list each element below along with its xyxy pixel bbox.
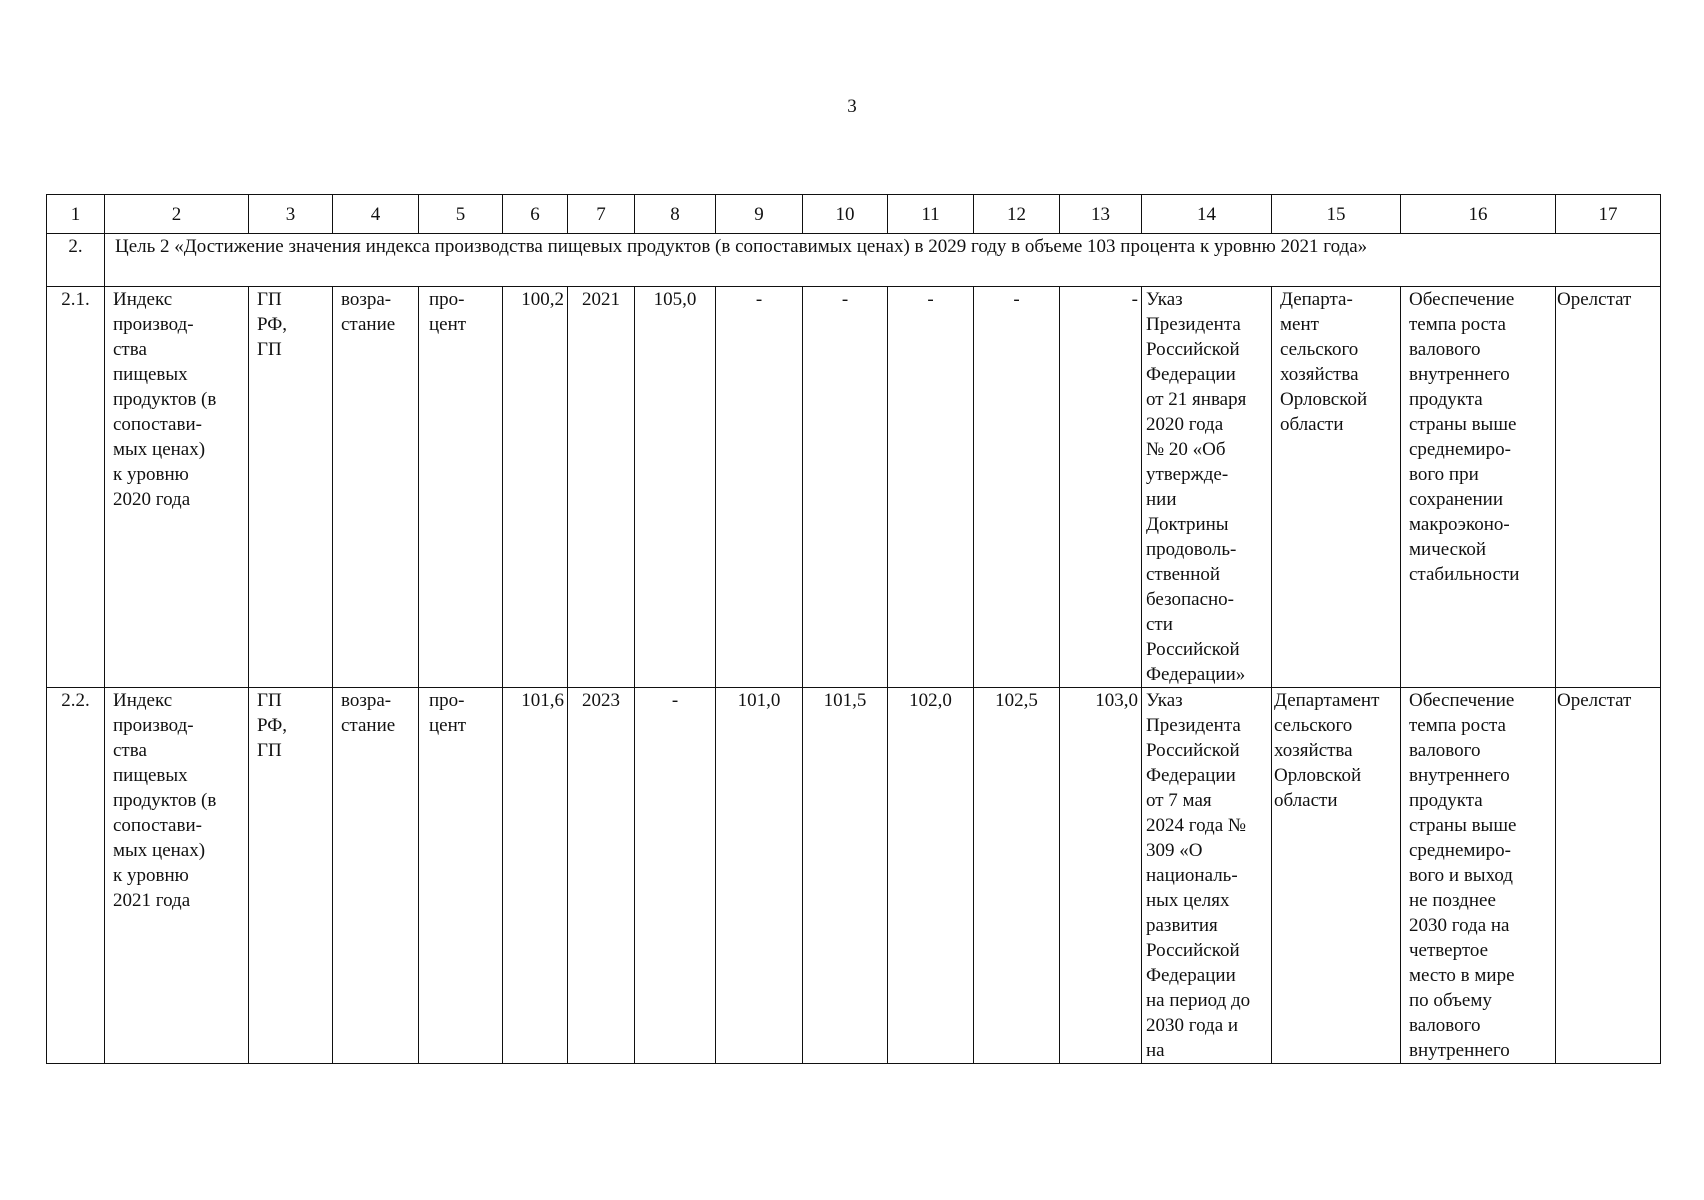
indicator-unit: про- цент [419, 688, 503, 1064]
indicator-name: Индекс производ- ства пищевых продуктов (в сопостави- мых ценах) к уровню 2021 года [105, 688, 249, 1064]
value-col-12: - [974, 287, 1060, 688]
indicator-direction: возра- стание [333, 688, 419, 1064]
legal-document: Указ Президента Российской Федерации от 7 мая 2024 года № 309 «О националь- ных целях развития Российской Федерации на период до 2030 года и на [1142, 688, 1272, 1064]
indicator-direction: возра- стание [333, 287, 419, 688]
goal-text-cell [105, 234, 1661, 287]
responsible-body: Департамент сельского хозяйства Орловской области [1272, 688, 1401, 1064]
goal-row [47, 234, 1661, 287]
indicators-table [46, 194, 1661, 1064]
value-col-11: - [888, 287, 974, 688]
base-value: 100,2 [503, 287, 568, 688]
value-col-10: 101,5 [803, 688, 888, 1064]
goal-text: Цель 2 «Достижение значения индекса производства пищевых продуктов (в сопоставимых ценах) в 2029 году в объеме 103 процента к уровню 2021 года» [115, 236, 1368, 257]
value-col-12: 102,5 [974, 688, 1060, 1064]
page-number: 3 [847, 96, 857, 117]
indicator-unit: про- цент [419, 287, 503, 688]
indicator-name: Индекс производ- ства пищевых продуктов (в сопостави- мых ценах) к уровню 2020 года [105, 287, 249, 688]
information-system: Орелстат [1556, 287, 1661, 688]
base-year: 2023 [568, 688, 635, 1064]
row-number: 2.1. [47, 287, 105, 688]
value-col-8: 105,0 [635, 287, 716, 688]
value-col-13: - [1060, 287, 1142, 688]
header-cell: 9 [716, 195, 803, 234]
header-cell: 15 [1272, 195, 1401, 234]
value-col-9: - [716, 287, 803, 688]
header-cell: 7 [568, 195, 635, 234]
table-row [47, 688, 1661, 1064]
value-col-11: 102,0 [888, 688, 974, 1064]
national-goal-link: Обеспечение темпа роста валового внутреннего продукта страны выше среднемиро- вого при сохранении макроэконо- мической стабильности [1401, 287, 1556, 688]
value-col-9: 101,0 [716, 688, 803, 1064]
base-year: 2021 [568, 287, 635, 688]
header-cell: 12 [974, 195, 1060, 234]
header-cell: 2 [105, 195, 249, 234]
legal-document: Указ Президента Российской Федерации от 21 января 2020 года № 20 «Об утвержде- нии Доктрины продоволь- ственной безопасно- сти Российской Федерации» [1142, 287, 1272, 688]
table-row [47, 287, 1661, 688]
header-cell: 5 [419, 195, 503, 234]
header-cell: 17 [1556, 195, 1661, 234]
value-col-10: - [803, 287, 888, 688]
header-cell: 14 [1142, 195, 1272, 234]
header-cell: 11 [888, 195, 974, 234]
header-cell: 3 [249, 195, 333, 234]
header-cell: 13 [1060, 195, 1142, 234]
goal-number: 2. [47, 234, 105, 287]
value-col-13: 103,0 [1060, 688, 1142, 1064]
information-system: Орелстат [1556, 688, 1661, 1064]
column-number-header-row [47, 195, 1661, 234]
responsible-body: Департа- мент сельского хозяйства Орловской области [1272, 287, 1401, 688]
national-goal-link: Обеспечение темпа роста валового внутреннего продукта страны выше среднемиро- вого и выход не позднее 2030 года на четвертое место в мире по объему валового внутреннего [1401, 688, 1556, 1064]
header-cell: 10 [803, 195, 888, 234]
header-cell: 6 [503, 195, 568, 234]
indicator-source: ГП РФ, ГП [249, 688, 333, 1064]
header-cell: 8 [635, 195, 716, 234]
row-number: 2.2. [47, 688, 105, 1064]
indicator-source: ГП РФ, ГП [249, 287, 333, 688]
base-value: 101,6 [503, 688, 568, 1064]
header-cell: 16 [1401, 195, 1556, 234]
header-cell: 4 [333, 195, 419, 234]
value-col-8: - [635, 688, 716, 1064]
header-cell: 1 [47, 195, 105, 234]
